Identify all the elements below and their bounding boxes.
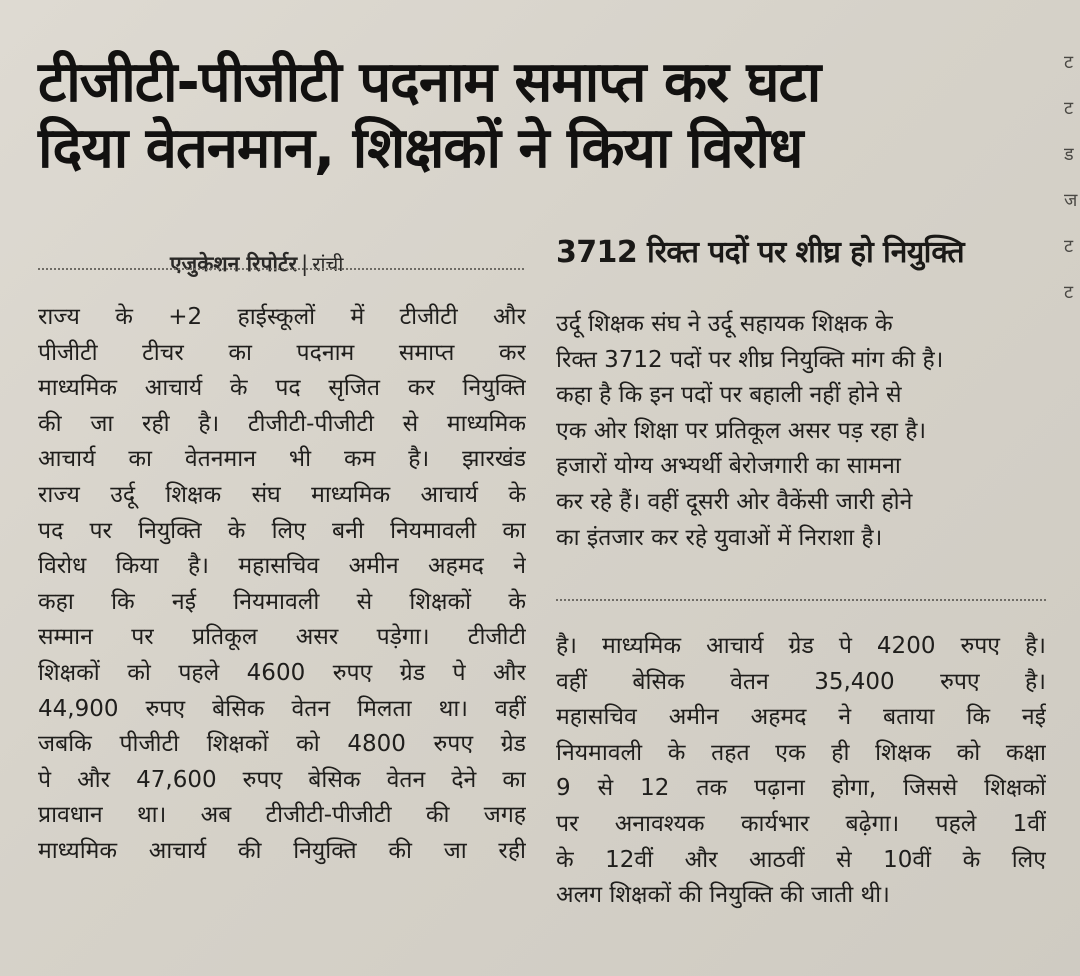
byline-divider (38, 268, 524, 270)
headline-line-1: टीजीटी-पीजीटी पदनाम समाप्त कर घटा (38, 50, 821, 115)
text-line: माध्यमिक आचार्य के पद सृजित कर नियुक्ति (38, 375, 526, 402)
edge-glyph: ट (1064, 282, 1074, 303)
text-line: राज्य उर्दू शिक्षक संघ माध्यमिक आचार्य के (38, 481, 526, 508)
byline-city: रांची (312, 252, 344, 276)
text-line: पर अनावश्यक कार्यभार बढ़ेगा। पहले 1वीं (556, 810, 1046, 837)
text-line: उर्दू शिक्षक संघ ने उर्दू सहायक शिक्षक के (556, 311, 893, 337)
text-line: पद पर नियुक्ति के लिए बनी नियमावली का (38, 517, 526, 544)
text-line: एक ओर शिक्षा पर प्रतिकूल असर पड़ रहा है। (556, 417, 927, 444)
text-line: रिक्त 3712 पदों पर शीघ्र नियुक्ति मांग की है। (556, 346, 944, 373)
text-line: अलग शिक्षकों की नियुक्ति की जाती थी। (556, 882, 890, 909)
text-line: पीजीटी टीचर का पदनाम समाप्त कर (38, 339, 526, 366)
text-line: के 12वीं और आठवीं से 10वीं के लिए (556, 846, 1046, 873)
text-line: है। माध्यमिक आचार्य ग्रेड पे 4200 रुपए है। (556, 633, 1046, 659)
text-line: कहा है कि इन पदों पर बहाली नहीं होने से (556, 382, 902, 409)
text-line: महासचिव अमीन अहमद ने बताया कि नई (556, 704, 1046, 731)
text-line: नियमावली के तहत एक ही शिक्षक को कक्षा (556, 739, 1046, 766)
left-column (38, 300, 526, 870)
byline-separator: | (301, 252, 309, 276)
text-line: पे और 47,600 रुपए बेसिक वेतन देने का (38, 766, 526, 793)
headline (38, 50, 1028, 182)
text-line: जबकि पीजीटी शिक्षकों को 4800 रुपए ग्रेड (38, 731, 526, 758)
text-line: कहा कि नई नियमावली से शिक्षकों के (38, 588, 526, 615)
edge-glyph: ज (1064, 190, 1078, 211)
edge-glyph: ट (1064, 236, 1074, 257)
text-line: 44,900 रुपए बेसिक वेतन मिलता था। वहीं (38, 695, 526, 722)
byline-reporter: एजुकेशन रिपोर्टर (170, 252, 298, 276)
text-line: कर रहे हैं। वहीं दूसरी ओर वैकेंसी जारी होने (556, 488, 913, 515)
text-line: सम्मान पर प्रतिकूल असर पड़ेगा। टीजीटी (38, 624, 526, 651)
text-line: वहीं बेसिक वेतन 35,400 रुपए है। (556, 668, 1046, 695)
text-line: राज्य के +2 हाईस्कूलों में टीजीटी और (38, 304, 526, 330)
right-column (556, 629, 1046, 914)
text-line: विरोध किया है। महासचिव अमीन अहमद ने (38, 553, 526, 580)
text-line: प्रावधान था। अब टीजीटी-पीजीटी की जगह (38, 802, 526, 829)
byline (170, 250, 343, 278)
text-line: आचार्य का वेतनमान भी कम है। झारखंड (38, 446, 526, 473)
sidebar-box (556, 307, 1046, 556)
text-line: माध्यमिक आचार्य की नियुक्ति की जा रही (38, 837, 526, 864)
edge-glyph: ट (1064, 52, 1074, 73)
text-line: शिक्षकों को पहले 4600 रुपए ग्रेड पे और (38, 659, 526, 686)
edge-glyph: ट (1064, 98, 1074, 119)
sidebar-divider (556, 599, 1046, 601)
adjacent-column-fragment (1064, 40, 1080, 360)
text-line: की जा रही है। टीजीटी-पीजीटी से माध्यमिक (38, 410, 526, 437)
sidebar-heading: 3712 रिक्त पदों पर शीघ्र हो नियुक्ति (556, 235, 965, 270)
text-line: का इंतजार कर रहे युवाओं में निराशा है। (556, 524, 883, 551)
edge-glyph: ड (1064, 144, 1074, 165)
text-line: हजारों योग्य अभ्यर्थी बेरोजगारी का सामना (556, 453, 901, 480)
text-line: 9 से 12 तक पढ़ाना होगा, जिससे शिक्षकों (556, 775, 1046, 802)
headline-line-2: दिया वेतनमान, शिक्षकों ने किया विरोध (38, 116, 803, 181)
